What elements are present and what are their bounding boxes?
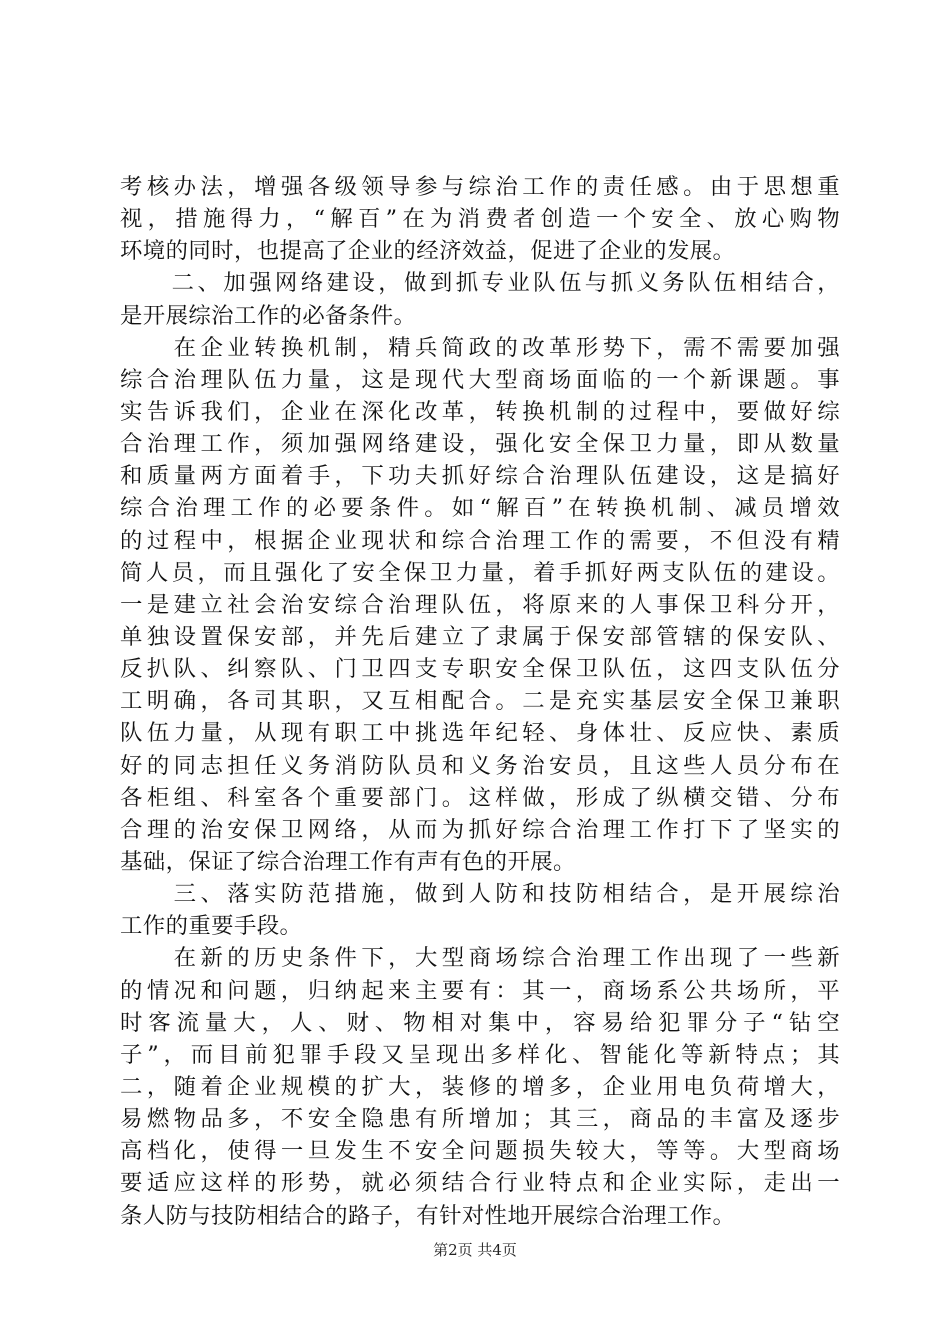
text-line: 环境的同时，也提高了企业的经济效益，促进了企业的发展。 [120,238,736,265]
text-line: 综合治理工作的必要条件。如“解百”在转换机制、减员增效 [120,495,840,522]
text-line: 合理的治安保卫网络，从而为抓好综合治理工作打下了坚实的 [120,816,840,843]
document-body [120,171,840,1232]
text-line: 一是建立社会治安综合治理队伍，将原来的人事保卫科分开， [120,591,840,618]
text-line: 合治理工作，须加强网络建设，强化安全保卫力量，即从数量 [120,431,840,458]
text-line: 好的同志担任义务消防队员和义务治安员，且这些人员分布在 [120,752,840,779]
text-line: 单独设置保安部，并先后建立了隶属于保安部管辖的保安队、 [120,623,840,650]
text-line: 各柜组、科室各个重要部门。这样做，形成了纵横交错、分布 [120,784,840,811]
text-line: 条人防与技防相结合的路子，有针对性地开展综合治理工作。 [120,1202,736,1229]
text-line: 视，措施得力，“解百”在为消费者创造一个安全、放心购物 [120,206,840,233]
page-footer: 第2页 共4页 [433,1241,517,1259]
text-line: 易燃物品多，不安全隐患有所增加；其三，商品的丰富及逐步 [120,1106,840,1133]
text-line: 的过程中，根据企业现状和综合治理工作的需要，不但没有精 [120,527,840,554]
text-line: 高档化，使得一旦发生不安全问题损失较大，等等。大型商场 [120,1138,840,1165]
text-line: 和质量两方面着手，下功夫抓好综合治理队伍建设，这是搞好 [120,463,840,490]
text-line: 实告诉我们，企业在深化改革，转换机制的过程中，要做好综 [120,398,840,425]
text-line: 反扒队、纠察队、门卫四支专职安全保卫队伍，这四支队伍分 [120,656,840,683]
text-line: 子”，而目前犯罪手段又呈现出多样化、智能化等新特点；其 [120,1041,840,1068]
text-line: 二、加强网络建设，做到抓专业队伍与抓义务队伍相结合， [120,270,840,297]
text-line: 在企业转换机制，精兵简政的改革形势下，需不需要加强 [120,334,840,361]
text-line: 基础，保证了综合治理工作有声有色的开展。 [120,848,576,875]
text-line: 队伍力量，从现有职工中挑选年纪轻、身体壮、反应快、素质 [120,720,840,747]
text-line: 工作的重要手段。 [120,913,303,940]
text-line: 工明确，各司其职，又互相配合。二是充实基层安全保卫兼职 [120,688,840,715]
text-line: 简人员，而且强化了安全保卫力量，着手抓好两支队伍的建设。 [120,559,840,586]
text-line: 二，随着企业规模的扩大，装修的增多，企业用电负荷增大， [120,1073,840,1100]
text-line: 时客流量大，人、财、物相对集中，容易给犯罪分子“钻空 [120,1009,840,1036]
text-line: 考核办法，增强各级领导参与综治工作的责任感。由于思想重 [120,174,840,200]
text-line: 要适应这样的形势，就必须结合行业特点和企业实际，走出一 [120,1170,840,1197]
text-line: 的情况和问题，归纳起来主要有：其一，商场系公共场所，平 [120,977,840,1004]
text-line: 三、落实防范措施，做到人防和技防相结合，是开展综治 [120,881,840,908]
text-line: 在新的历史条件下，大型商场综合治理工作出现了一些新 [120,945,840,972]
text-line: 是开展综治工作的必备条件。 [120,302,417,329]
text-line: 综合治理队伍力量，这是现代大型商场面临的一个新课题。事 [120,366,840,393]
